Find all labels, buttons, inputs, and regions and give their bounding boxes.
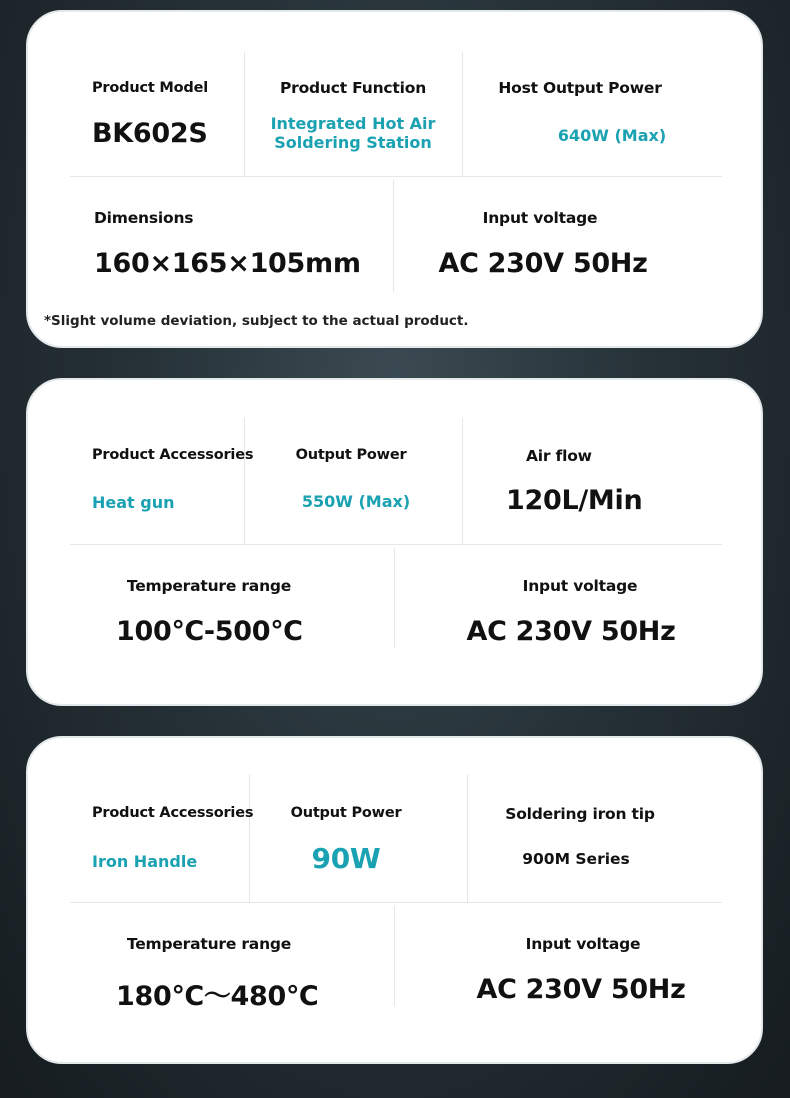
product-accessories-value: Iron Handle: [92, 852, 198, 871]
soldering-iron-tip-value: 900M Series: [522, 850, 630, 868]
product-accessories-value: Heat gun: [92, 493, 175, 512]
input-voltage-label: Input voltage: [522, 577, 638, 595]
input-voltage-value: AC 230V 50Hz: [476, 974, 686, 1005]
dimensions-label: Dimensions: [94, 209, 194, 227]
temperature-range-label: Temperature range: [126, 935, 292, 953]
output-power-label: Output Power: [290, 805, 402, 821]
host-output-power-label: Host Output Power: [498, 79, 662, 97]
product-accessories-label: Product Accessories: [92, 447, 254, 463]
input-voltage-label: Input voltage: [482, 209, 598, 227]
product-function-value: Integrated Hot Air Soldering Station: [270, 114, 436, 152]
divider: [70, 902, 722, 903]
product-model-value: BK602S: [92, 118, 208, 149]
output-power-value: 90W: [311, 842, 381, 875]
temperature-range-value: 180℃～480℃: [116, 981, 319, 1012]
temperature-range-label: Temperature range: [126, 577, 292, 595]
divider: [244, 418, 245, 544]
divider: [467, 774, 468, 902]
product-model-label: Product Model: [92, 80, 208, 96]
output-power-label: Output Power: [295, 447, 407, 463]
host-output-power-value: 640W (Max): [557, 126, 667, 145]
input-voltage-label: Input voltage: [525, 935, 641, 953]
divider: [70, 544, 722, 545]
divider: [394, 906, 395, 1006]
divider: [70, 176, 722, 177]
air-flow-label: Air flow: [526, 447, 592, 465]
heat-gun-spec-card: [26, 378, 763, 706]
input-voltage-value: AC 230V 50Hz: [466, 616, 676, 647]
dimensions-value: 160×165×105mm: [94, 248, 361, 279]
product-accessories-label: Product Accessories: [92, 805, 254, 821]
divider: [249, 774, 250, 902]
soldering-iron-tip-label: Soldering iron tip: [505, 805, 655, 823]
input-voltage-value: AC 230V 50Hz: [438, 248, 648, 279]
air-flow-value: 120L/Min: [506, 485, 643, 516]
output-power-value: 550W (Max): [301, 492, 411, 511]
iron-handle-spec-card: [26, 736, 763, 1064]
divider: [393, 180, 394, 292]
divider: [394, 548, 395, 648]
temperature-range-value: 100℃-500℃: [116, 616, 303, 647]
host-spec-card: [26, 10, 763, 348]
divider: [462, 418, 463, 544]
footnote: *Slight volume deviation, subject to the actual product.: [44, 313, 469, 329]
product-function-label: Product Function: [279, 79, 427, 97]
